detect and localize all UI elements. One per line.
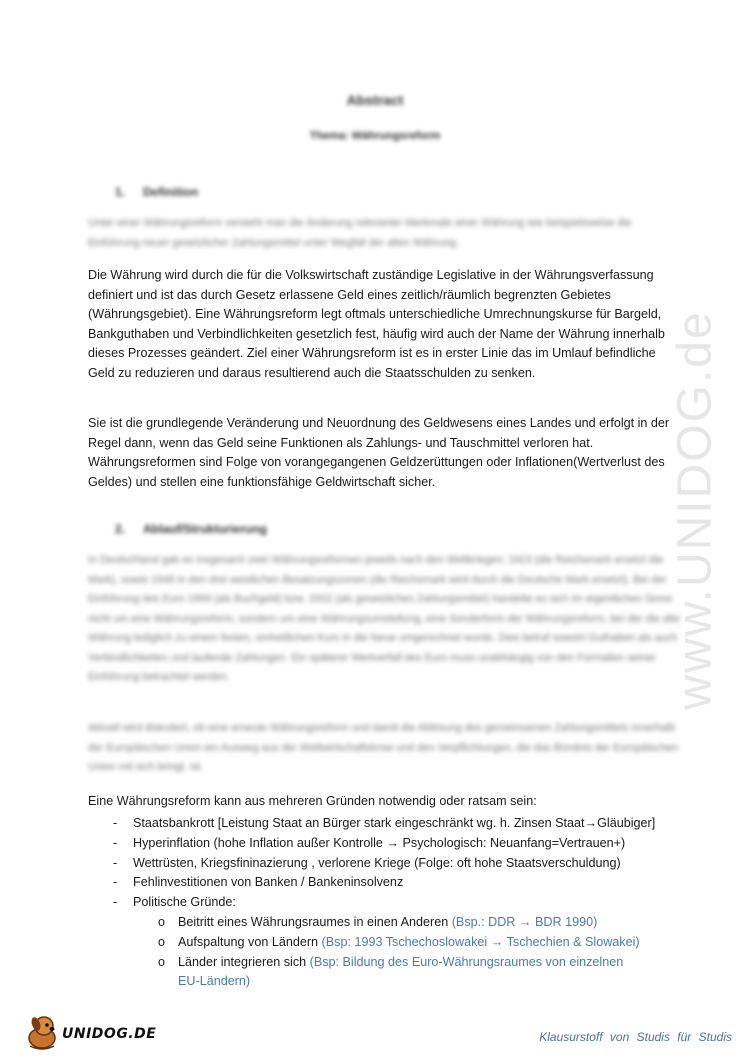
section-number: 2. xyxy=(115,522,126,536)
list-intro: Eine Währungsreform kann aus mehreren Gründen notwendig oder ratsam sein: xyxy=(88,794,537,808)
arrow-right-icon: → xyxy=(584,816,598,830)
sublist-item: o Länder integrieren sich (Bsp: Bildung des Euro-Währungsraumes von einzelnen EU-Ländern) xyxy=(158,954,624,989)
political-reasons-sublist xyxy=(133,913,688,992)
circle-bullet-icon: o xyxy=(158,954,166,969)
blurred-paragraph: In Deutschland gab es insgesamt zwei Währungsreformen jeweils nach den Weltkriegen: 1923 (die Reichsmark ersetzt die Mark), sowie 1948 in den drei westlichen Besatzungszonen (die Reichsmark wird durch die Deutsche Mark ersetzt). Bei der Einführung des Euro 1999 (als Buchgeld) bzw. 2002 (als gesetzliches Zahlungsmittel) handelte es sich im eigentlichen Sinne nicht um eine Währungsreform, sondern um eine Währungsumstellung, eine Sonderform der Währungsreform, bei der die alte Währung lediglich zu einem festen, einheitlichen Kurs in die Neue umgerechnet wurde. Dies betraf sowohl Guthaben als auch Verbindlichkeiten und laufende Zahlungen. Ein späterer Wertverfall des Euro muss unabhängig von den Formalien seiner Einführung betrachtet werden. xyxy=(88,554,680,683)
list-dash: - xyxy=(113,895,118,910)
list-item: - Fehlinvestitionen von Banken / Bankeninsolvenz xyxy=(88,873,688,893)
watermark-text: www.UNIDOG.de xyxy=(668,310,722,710)
section-title: Ablauf/Strukturierung xyxy=(143,522,268,536)
unidog-logo xyxy=(22,1012,162,1052)
section-title: Definition xyxy=(143,185,199,199)
arrow-right-icon: → xyxy=(490,934,504,949)
list-item: - Staatsbankrott [Leistung Staat an Bürger stark eingeschränkt wg. h. Zinsen Staat→Gläubiger] xyxy=(88,814,688,834)
circle-bullet-icon: o xyxy=(158,934,166,949)
document-title: Abstract xyxy=(346,92,404,108)
arrow-right-icon: → xyxy=(386,835,400,850)
sublist-item: o Beitritt eines Währungsraumes in einen Anderen (Bsp.: DDR → BDR 1990) xyxy=(133,913,688,933)
arrow-right-icon: → xyxy=(518,914,532,929)
section-number: 1. xyxy=(115,185,126,199)
blurred-paragraph: Unter einer Währungsreform versteht man die Änderung relevanter Merkmale einer Währung wie beispielsweise die Einführung neuer gesetzlicher Zahlungsmittel unter Wegfall der alten Währung. xyxy=(88,217,632,249)
document-subtitle: Thema: Währungsreform xyxy=(309,130,441,142)
section-heading-definition xyxy=(115,185,198,199)
list-item: - Politische Gründe: o Beitritt eines Währungsraumes in einen Anderen (Bsp.: DDR → BDR 1990) o Aufspaltung von Ländern (Bsp: 1993 Tschechoslowakei → Tschechien & Slowakei) o Länder integrieren sich (Bsp: Bildung des Euro-Währungsraumes von einzelnen EU-Ländern) xyxy=(88,893,688,992)
paragraph-definition-2: Sie ist die grundlegende Veränderung und Neuordnung des Geldwesens eines Landes und erfolgt in der Regel dann, wenn das Geld seine Funktionen als Zahlungs- und Tauschmittel verloren hat. Währungsreformen sind Folge von vorangegangenen Geldzerüttungen oder Inflationen(Wertverlust des Geldes) und stellen eine funktionsfähige Geldwirtschaft sicher. xyxy=(88,416,670,489)
footer-tagline: Klausurstoff von Studis für Studis xyxy=(539,1030,732,1044)
list-dash: - xyxy=(113,835,118,850)
list-dash: - xyxy=(113,855,118,870)
paragraph-definition-1: Die Währung wird durch die für die Volkswirtschaft zuständige Legislative in der Währungsverfassung definiert und ist das durch Gesetz erlassene Geld eines zeitlich/räumlich begrenzten Gebietes (Währungsgebiet). Eine Währungsreform legt oftmals unterschiedliche Umrechnungskurse für Bargeld, Bankguthaben und Verbindlichkeiten gesetzlich fest, häufig wird auch der Name der Währung innerhalb dieses Prozesses geändert. Ziel einer Währungsreform ist es in erster Linie das im Umlauf befindliche Geld zu reduzieren und daraus resultierend auch die Staatsschulden zu senken. xyxy=(88,268,665,380)
list-dash: - xyxy=(113,816,118,830)
reasons-list xyxy=(88,814,688,992)
section-heading-ablauf xyxy=(115,522,267,536)
sublist-item: o Aufspaltung von Ländern (Bsp: 1993 Tschechoslowakei → Tschechien & Slowakei) xyxy=(133,933,688,953)
circle-bullet-icon: o xyxy=(158,914,166,929)
list-dash: - xyxy=(113,875,118,890)
list-item: - Hyperinflation (hohe Inflation außer Kontrolle → Psychologisch: Neuanfang=Vertrauen+) xyxy=(88,834,688,854)
list-item: - Wettrüsten, Kriegsfininazierung , verlorene Kriege (Folge: oft hohe Staatsverschuldung) xyxy=(88,854,688,874)
logo-text: UNIDOG.DE xyxy=(62,1026,157,1042)
dog-mascot-icon xyxy=(22,1012,62,1052)
blurred-paragraph: Aktuell wird diskutiert, ob eine erneute Währungsreform und damit die Ablösung des gemeinsamen Zahlungsmittels innerhalb der Europäischen Union ein Ausweg aus der Weltwirtschaftskrise und den Verpflichtungen, die das Bündnis der Europäischen Union mit sich bringt, ist. xyxy=(88,722,678,773)
